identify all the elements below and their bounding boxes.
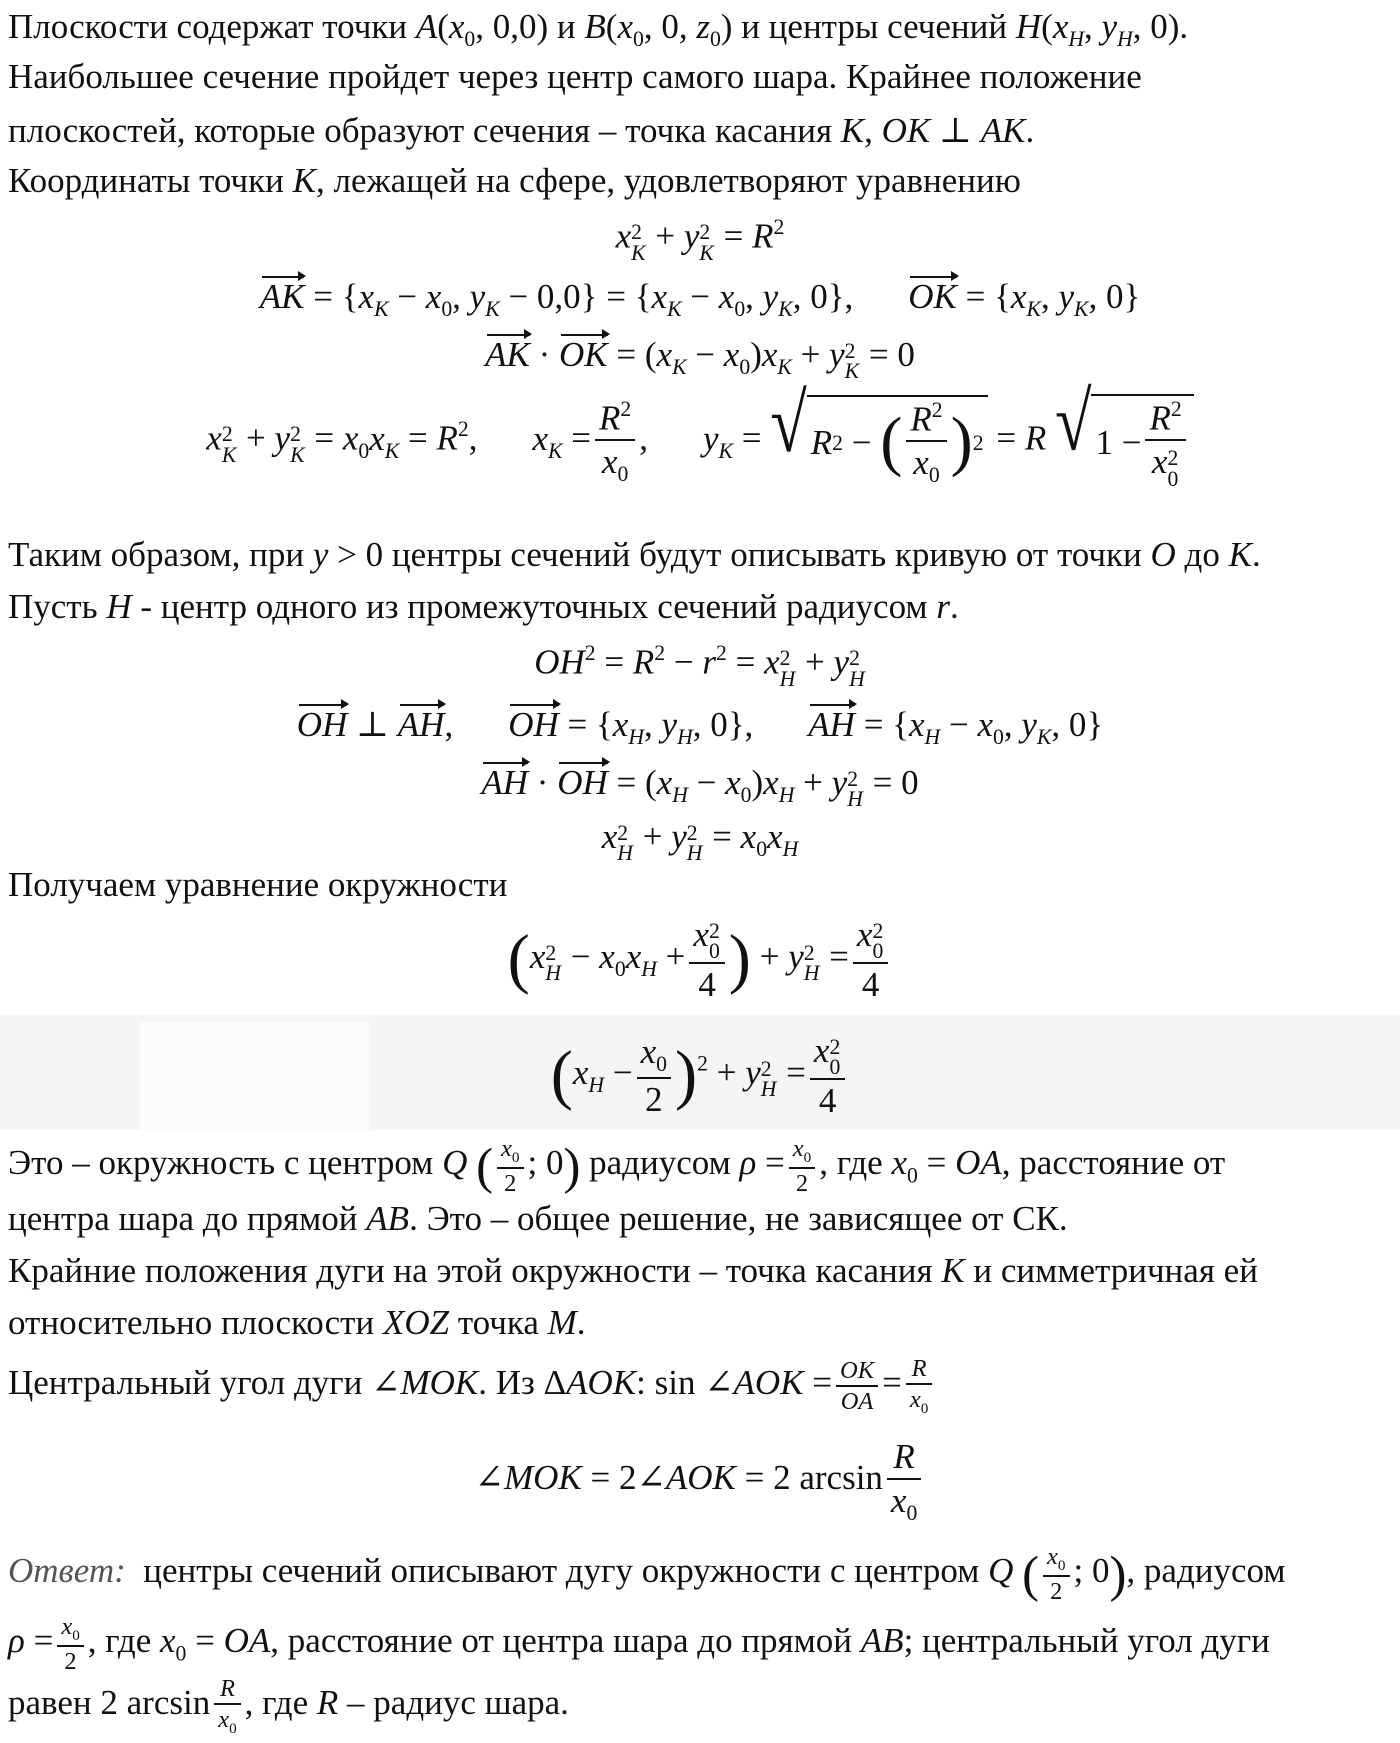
equation-vectors-OH-AH: OH ⊥ AH, OH = {$x_H$, $y_H$, 0}, AH = {$x_H - x_0$, $y_K$, 0} bbox=[0, 700, 1400, 750]
text-line-9: центра шара до прямой AB. Это – общее решение, не зависящее от СК. bbox=[8, 1199, 1068, 1238]
answer-line-1: Ответ: центры сечений описывают дугу окружности с центром Q ( $\frac{x_0}{2}$ ; 0), радиусом bbox=[8, 1543, 1286, 1605]
equation-dot-AK-OK: AK · OK = $(x_K - x_0)x_K + y$ 2 K = 0 bbox=[0, 330, 1400, 382]
answer-line-3: равен 2 arcsin $\frac{R}{x_0}$ , где R – радиус шара. bbox=[8, 1675, 569, 1738]
answer-label: Ответ: bbox=[8, 1551, 126, 1591]
text-line-10: Крайние положения дуги на этой окружности – точка касания K и симметричная ей bbox=[8, 1251, 1258, 1290]
equation-circle-standard: ($x_H$ − $\frac{x_0}{2}$ )$^2$ + y 2 H = x 2 0 4 bbox=[0, 1030, 1400, 1122]
answer-line-2: ρ = $\frac{x_0}{2}$ , где $x_0$ = OA, расстояние от центра шара до прямой AB; центральный угол дуги bbox=[8, 1613, 1270, 1675]
text-line-8: Это – окружность с центром Q ( $\frac{x_0}{2}$ ; 0) радиусом ρ = $\frac{x_0}{2}$ , где $x_0$ = OA, расстояние от bbox=[8, 1135, 1226, 1197]
text-line-7: Получаем уравнение окружности bbox=[8, 865, 508, 904]
equation-circle-expanded: (x 2 H − $x_0x_H$ + x 2 0 4 ) + y 2 H = x 2 0 4 bbox=[0, 914, 1400, 1006]
equation-dot-AH-OH: AH · OH = $(x_H - x_0)x_H + y$ 2 H = 0 bbox=[0, 758, 1400, 810]
text-line-4: Координаты точки K, лежащей на сфере, удовлетворяют уравнению bbox=[8, 161, 1021, 200]
text-line-1: Плоскости содержат точки $A(x_0$, 0,0) и $B(x_0$, 0, $z_0$) и центры сечений $H(x_H$, $y_H$, 0). bbox=[8, 7, 1189, 52]
equation-solution-K: x 2 K + y 2 K = $x_0x_K = R^2$, $x_K$ = $\frac{R^2}{x_0}$ , $y_K$ = √ R 2 − ( $\frac{R^2}{x_0}$ ) 2 = R √ 1 − $R^2$ x 2 0 bbox=[0, 394, 1400, 489]
equation-OH-squared: $OH^2 = R^2 - r^2 = x$ 2 H + y 2 H bbox=[534, 641, 865, 691]
text-line-6: Пусть H - центр одного из промежуточных сечений радиусом r. bbox=[8, 587, 959, 626]
text-line-12: Центральный угол дуги ∠MOK. Из ΔAOK: sin ∠AOK = $\frac{OK}{OA}$ = $\frac{R}{x_0}$ bbox=[8, 1354, 936, 1418]
equation-vectors-AK-OK: AK = {$x_K - x_0$, $y_K - 0,0\} = \{x_K - x_0$, $y_K$, 0}, OK = {$x_K$, $y_K$, 0} bbox=[0, 272, 1400, 322]
text-line-11: относительно плоскости XOZ точка M. bbox=[8, 1303, 586, 1342]
equation-sphere-K: x 2 K + y 2 K = $R^2$ bbox=[615, 215, 785, 265]
equation-H-relation: x 2 H + y 2 H = $x_0x_H$ bbox=[601, 817, 799, 866]
text-line-3: плоскостей, которые образуют сечения – точка касания K, OK ⊥ AK. bbox=[8, 111, 1035, 150]
text-line-5: Таким образом, при y > 0 центры сечений будут описывать кривую от точки O до K. bbox=[8, 535, 1261, 574]
equation-central-angle: ∠MOK = 2∠AOK = 2 arcsin $\frac{R}{x_0}$ bbox=[0, 1436, 1400, 1526]
text-line-2: Наибольшее сечение пройдет через центр самого шара. Крайнее положение bbox=[8, 57, 1142, 96]
